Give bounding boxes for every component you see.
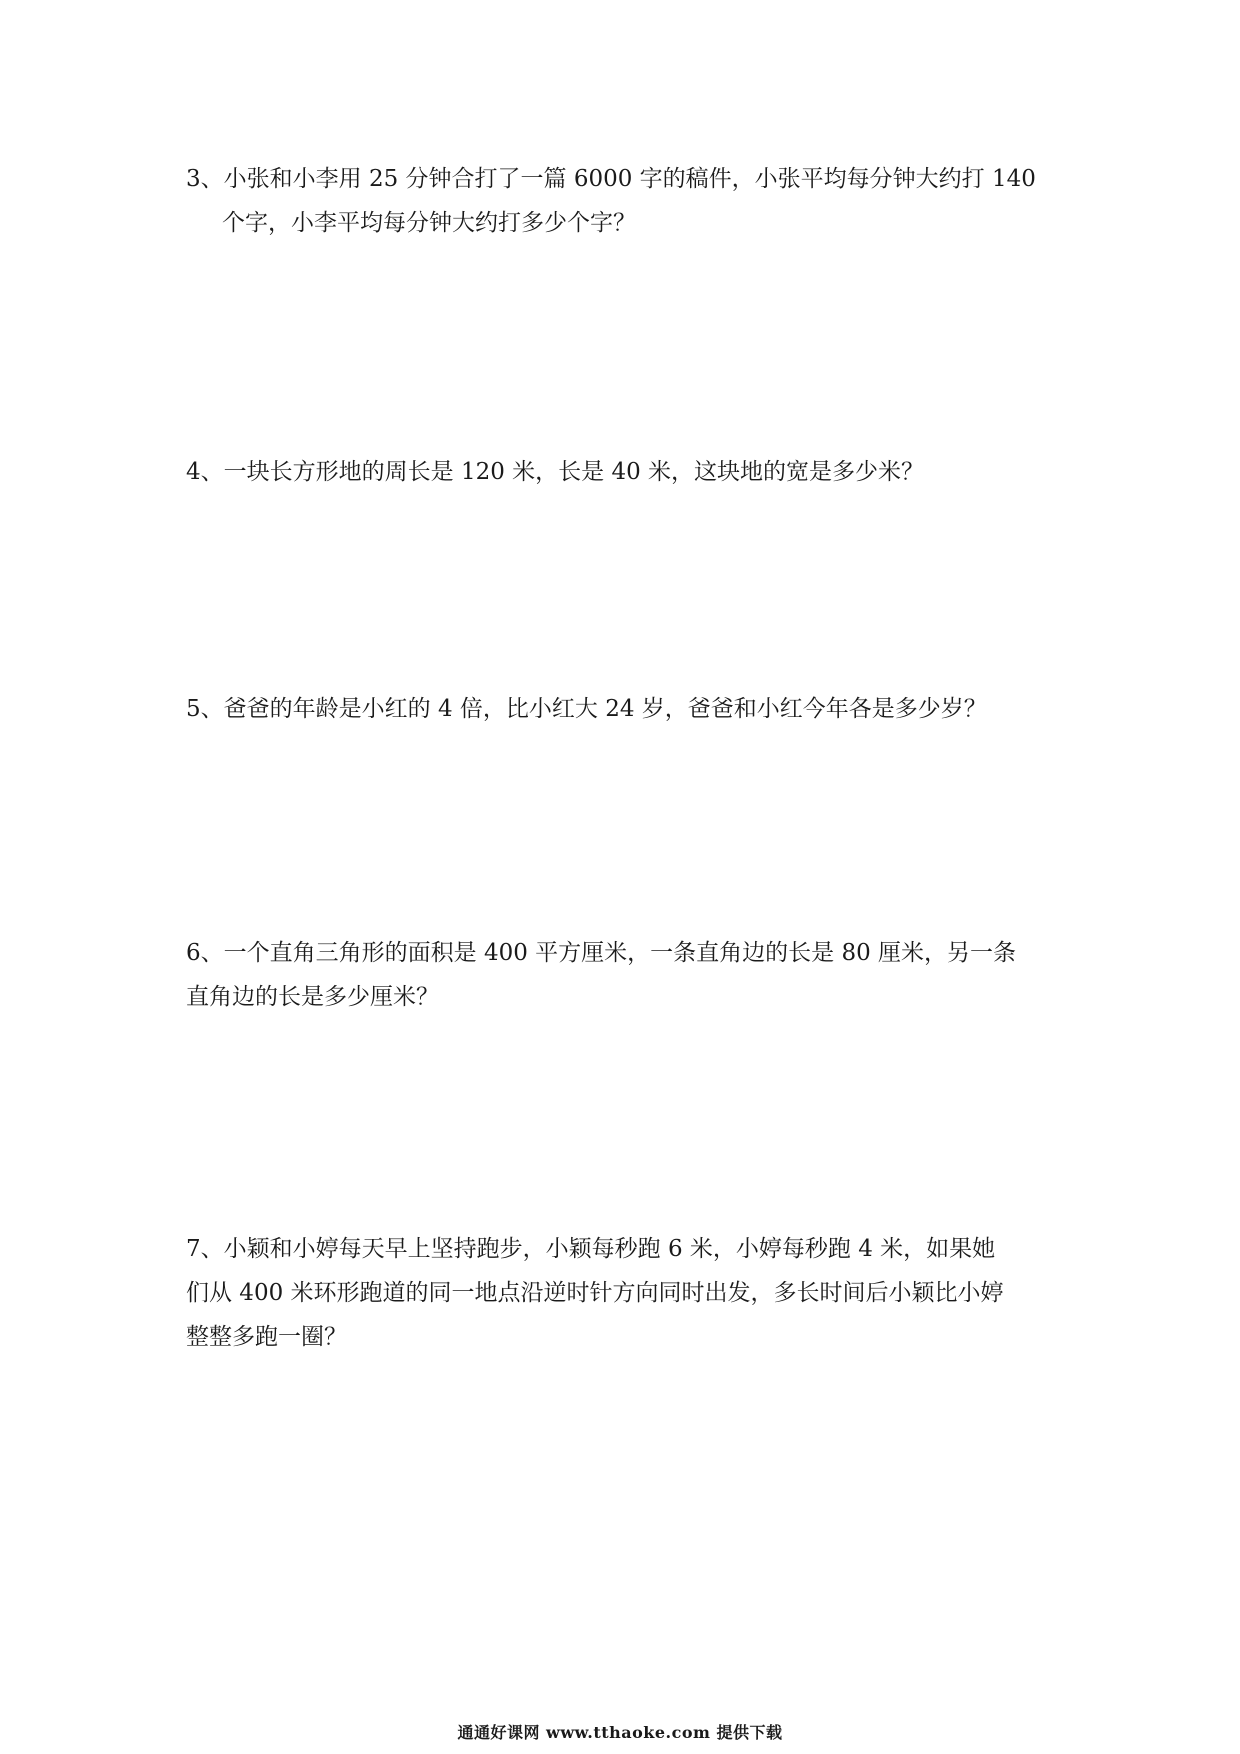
problem-3-line-1: 3、小张和小李用 25 分钟合打了一篇 6000 字的稿件，小张平均每分钟大约打 140	[186, 166, 1036, 192]
problem-4-line-1: 4、一块长方形地的周长是 120 米，长是 40 米，这块地的宽是多少米？	[186, 459, 925, 485]
problem-7	[186, 1227, 1066, 1359]
page-footer: 通通好课网 www.tthaoke.com 提供下载	[457, 1723, 783, 1742]
problem-5-line-1: 5、爸爸的年龄是小红的 4 倍，比小红大 24 岁，爸爸和小红今年各是多少岁？	[186, 696, 987, 722]
problem-4	[186, 450, 1066, 494]
problem-5	[186, 687, 1066, 731]
problem-6-line-1: 6、一个直角三角形的面积是 400 平方厘米，一条直角边的长是 80 厘米，另一条	[186, 940, 1017, 966]
problem-7-line-3: 整整多跑一圈？	[186, 1324, 347, 1350]
problem-3-line-2: 个字，小李平均每分钟大约打多少个字？	[222, 210, 636, 236]
problem-6-line-2: 直角边的长是多少厘米？	[186, 984, 439, 1010]
problem-7-line-2: 们从 400 米环形跑道的同一地点沿逆时针方向同时出发，多长时间后小颖比小婷	[186, 1280, 1004, 1306]
problem-6	[186, 931, 1066, 1019]
problem-3	[186, 157, 1066, 245]
problem-7-line-1: 7、小颖和小婷每天早上坚持跑步，小颖每秒跑 6 米，小婷每秒跑 4 米，如果她	[186, 1236, 996, 1262]
